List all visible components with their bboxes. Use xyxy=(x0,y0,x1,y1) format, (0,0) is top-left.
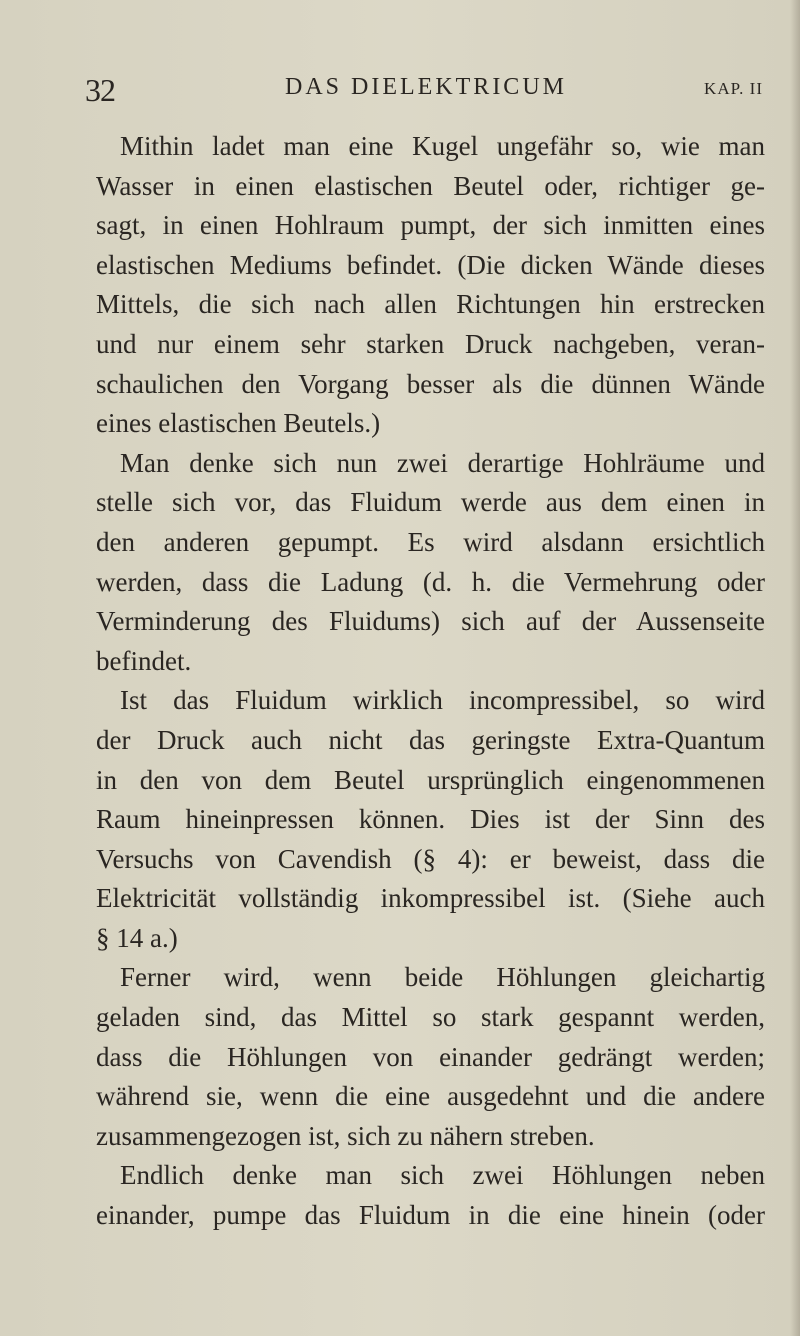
text-line: stelle sich vor, das Fluidum werde aus dem einen in xyxy=(96,487,765,518)
text-line: Man denke sich nun zwei derartige Hohlräume und xyxy=(120,447,765,478)
page-edge-shadow xyxy=(790,0,800,1336)
text-line: den anderen gepumpt. Es wird alsdann ersichtlich xyxy=(96,526,765,557)
text-line: Elektricität vollständig inkompressibel ist. (Siehe auch xyxy=(96,883,765,914)
text-line: in den von dem Beutel ursprünglich eingenommenen xyxy=(96,764,765,795)
text-line: Versuchs von Cavendish (§ 4): er beweist, dass die xyxy=(96,843,765,874)
text-line: § 14 a.) xyxy=(96,922,178,953)
text-line: während sie, wenn die eine ausgedehnt und die andere xyxy=(96,1081,765,1112)
text-line: Wasser in einen elastischen Beutel oder, richtiger ge- xyxy=(96,170,765,201)
text-line: Ferner wird, wenn beide Höhlungen gleichartig xyxy=(120,962,765,993)
running-head-chapter: KAP. II xyxy=(704,79,763,98)
text-line: elastischen Mediums befindet. (Die dicken Wände dieses xyxy=(96,249,765,280)
text-line: Mithin ladet man eine Kugel ungefähr so, wie man xyxy=(120,131,765,161)
text-line: eines elastischen Beutels.) xyxy=(96,408,381,439)
body-text xyxy=(96,127,765,1236)
text-line: der Druck auch nicht das geringste Extra-Quantum xyxy=(96,724,765,755)
text-line: Endlich denke man sich zwei Höhlungen neben xyxy=(120,1160,765,1191)
text-line: sagt, in einen Hohlraum pumpt, der sich inmitten eines xyxy=(96,210,765,241)
text-line: dass die Höhlungen von einander gedrängt werden; xyxy=(96,1041,765,1072)
text-line: schaulichen den Vorgang besser als die dünnen Wände xyxy=(96,368,765,399)
text-line: Verminderung des Fluidums) sich auf der Aussenseite xyxy=(96,606,765,637)
text-line: einander, pumpe das Fluidum in die eine hinein (oder xyxy=(96,1200,765,1231)
text-line: geladen sind, das Mittel so stark gespannt werden, xyxy=(96,1002,765,1033)
text-line: werden, dass die Ladung (d. h. die Vermehrung oder xyxy=(96,566,765,597)
text-line: Raum hineinpressen können. Dies ist der Sinn des xyxy=(96,804,765,835)
running-head xyxy=(85,72,765,112)
text-line: zusammengezogen ist, sich zu nähern streben. xyxy=(96,1120,595,1151)
text-line: und nur einem sehr starken Druck nachgeben, veran- xyxy=(96,328,765,359)
page-number: 32 xyxy=(85,72,115,108)
text-line: Mittels, die sich nach allen Richtungen hin erstrecken xyxy=(96,289,765,320)
text-line: befindet. xyxy=(96,645,192,676)
text-line: Ist das Fluidum wirklich incompressibel, so wird xyxy=(120,685,765,716)
running-head-title: DAS DIELEKTRICUM xyxy=(285,74,567,100)
